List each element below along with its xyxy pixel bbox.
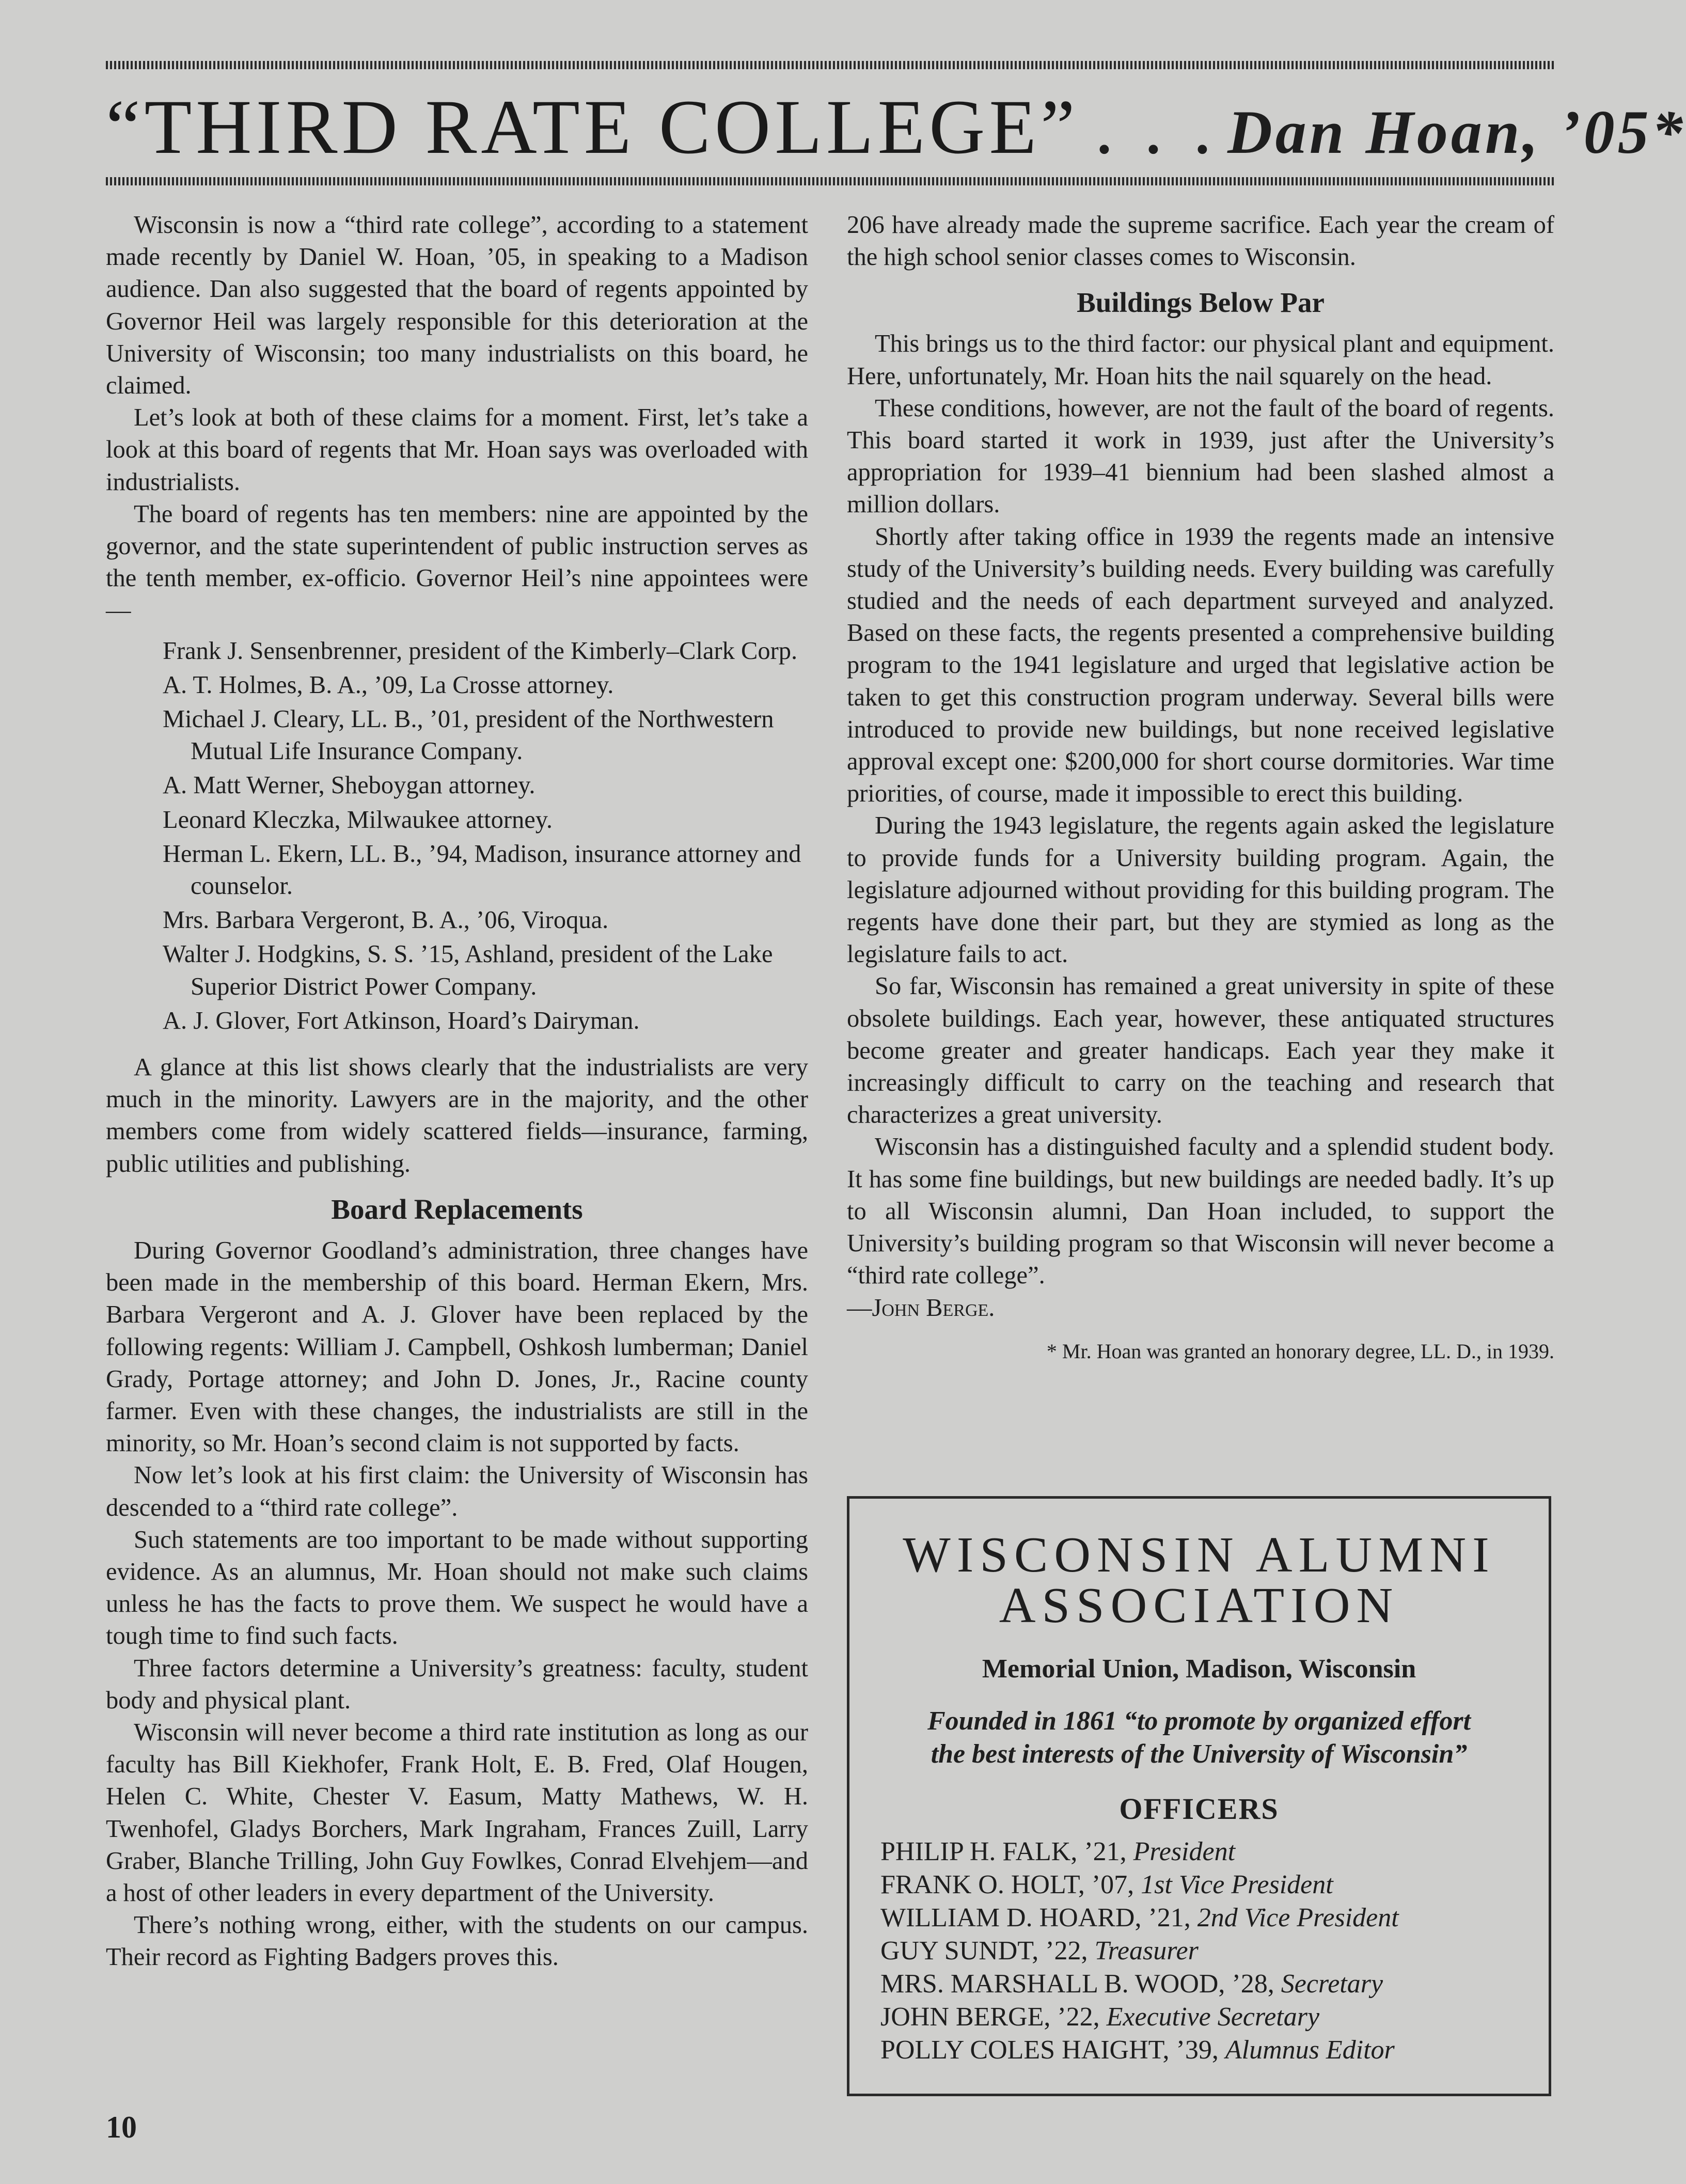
title-main: “THIRD RATE COLLEGE”	[106, 84, 1079, 170]
title-dotted-rule	[106, 177, 1554, 185]
paragraph: There’s nothing wrong, either, with the students on our campus. Their record as Fighting Badgers proves this.	[106, 1911, 808, 1971]
paragraph: Let’s look at both of these claims for a moment. First, let’s take a look at this board of regents that Mr. Hoan says was overloaded with industrialists.	[106, 404, 808, 496]
officer-row	[880, 2001, 1549, 2034]
right-column	[847, 209, 1554, 1368]
officer-row	[880, 1968, 1549, 2001]
section-heading: Buildings Below Par	[1077, 287, 1325, 319]
regents-list	[106, 635, 808, 1037]
page-title	[106, 83, 1686, 186]
officers-list	[880, 1835, 1549, 2067]
officer-name: PHILIP H. FALK, ’21,	[880, 1837, 1127, 1866]
author-signature: —John Berge.	[847, 1294, 995, 1322]
list-item: A. T. Holmes, B. A., ’09, La Crosse attorney.	[163, 671, 614, 699]
officer-title: Treasurer	[1094, 1936, 1199, 1966]
officer-title: President	[1133, 1837, 1236, 1866]
list-item: Michael J. Cleary, LL. B., ’01, president of the Northwestern Mutual Life Insurance Company.	[163, 705, 774, 765]
paragraph: During Governor Goodland’s administration, three changes have been made in the membership of this board. Herman Ekern, Mrs. Barbara Vergeront and A. J. Glover have been replaced by the following regents: William J. Campbell, Oshkosh lumberman; Daniel Grady, Portage attorney; and John D. Jones, Jr., Racine county farmer. Even with these changes, the industrialists are still in the minority, so Mr. Hoan’s second claim is not supported by facts.	[106, 1236, 808, 1457]
list-item: A. J. Glover, Fort Atkinson, Hoard’s Dairyman.	[163, 1007, 640, 1034]
officer-name: MRS. MARSHALL B. WOOD, ’28,	[880, 1969, 1274, 1999]
officer-row	[880, 1902, 1549, 1935]
left-column	[106, 209, 808, 1974]
officer-name: WILLIAM D. HOARD, ’21,	[880, 1903, 1191, 1932]
title-ellipsis: . . .	[1094, 84, 1218, 170]
officers-heading: OFFICERS	[1119, 1792, 1279, 1826]
motto-line1: Founded in 1861 “to promote by organized effort	[927, 1706, 1471, 1736]
footnote: * Mr. Hoan was granted an honorary degree, LL. D., in 1939.	[1046, 1339, 1554, 1363]
officer-title: Executive Secretary	[1106, 2002, 1320, 2032]
list-item: A. Matt Werner, Sheboygan attorney.	[163, 772, 535, 799]
paragraph: 206 have already made the supreme sacrifice. Each year the cream of the high school senior classes comes to Wisconsin.	[847, 211, 1554, 271]
officer-title: 2nd Vice President	[1197, 1903, 1399, 1932]
officer-row	[880, 1868, 1549, 1902]
list-item: Herman L. Ekern, LL. B., ’94, Madison, insurance attorney and counselor.	[163, 840, 801, 900]
paragraph: A glance at this list shows clearly that the industrialists are very much in the minority. Lawyers are in the majority, and the other members come from widely scattered fields—insurance, farming, public utilities and publishing.	[106, 1054, 808, 1177]
association-name-line1: WISCONSIN ALUMNI	[903, 1527, 1495, 1583]
association-motto	[870, 1705, 1528, 1771]
paragraph: Now let’s look at his first claim: the University of Wisconsin has descended to a “third rate college”.	[106, 1462, 808, 1521]
officer-name: GUY SUNDT, ’22,	[880, 1936, 1088, 1966]
alumni-association-box	[847, 1496, 1551, 2096]
list-item: Leonard Kleczka, Milwaukee attorney.	[163, 806, 553, 834]
officer-title: Secretary	[1281, 1969, 1383, 1999]
paragraph: Shortly after taking office in 1939 the regents made an intensive study of the University’s building needs. Every building was carefully studied and the needs of each department surveyed and analyzed. Based on these facts, the regents presented a comprehensive building program to the 1941 legislature and urged that legislative action be taken to get this construction program underway. Several bills were introduced to provide new buildings, but none received legislative approval except one: $200,000 for short course dormitories. War time priorities, of course, made it impossible to erect this building.	[847, 523, 1554, 808]
association-name-line2: ASSOCIATION	[999, 1578, 1399, 1633]
section-heading: Board Replacements	[331, 1193, 583, 1225]
top-dotted-rule	[106, 61, 1554, 69]
paragraph: Wisconsin is now a “third rate college”, according to a statement made recently by Daniel W. Hoan, ’05, in speaking to a Madison audience. Dan also suggested that the board of regents appointed by Governor Heil was largely responsible for this deterioration at the University of Wisconsin; too many industrialists on this board, he claimed.	[106, 211, 808, 400]
officer-name: FRANK O. HOLT, ’07,	[880, 1870, 1134, 1899]
officer-name: POLLY COLES HAIGHT, ’39,	[880, 2035, 1219, 2065]
paragraph: These conditions, however, are not the fault of the board of regents. This board started it work in 1939, just after the University’s appropriation for 1939–41 biennium had been slashed almost a million dollars.	[847, 394, 1554, 518]
list-item: Frank J. Sensenbrenner, president of the Kimberly–Clark Corp.	[163, 637, 798, 665]
association-address: Memorial Union, Madison, Wisconsin	[982, 1654, 1416, 1684]
list-item: Mrs. Barbara Vergeront, B. A., ’06, Viroqua.	[163, 906, 609, 934]
officer-row	[880, 1935, 1549, 1968]
page-number: 10	[106, 2110, 137, 2144]
paragraph: Three factors determine a University’s greatness: faculty, student body and physical plant.	[106, 1654, 808, 1714]
title-author: Dan Hoan, ’05*	[1227, 98, 1686, 166]
paragraph: Such statements are too important to be made without supporting evidence. As an alumnus, Mr. Hoan should not make such claims unless he has the facts to prove them. We suspect he would have a tough time to find such facts.	[106, 1526, 808, 1650]
paragraph: This brings us to the third factor: our physical plant and equipment. Here, unfortunately, Mr. Hoan hits the nail squarely on the head.	[847, 330, 1554, 390]
paragraph: Wisconsin has a distinguished faculty and a splendid student body. It has some fine buildings, but new buildings are needed badly. It’s up to all Wisconsin alumni, Dan Hoan included, to support the University’s building program so that Wisconsin will never become a “third rate college”.	[847, 1133, 1554, 1290]
officer-row	[880, 2034, 1549, 2067]
paragraph: So far, Wisconsin has remained a great university in spite of these obsolete buildings. Each year, however, these antiquated structures become greater and greater handicaps. Each year they make it increasingly difficult to carry on the teaching and research that characterizes a great university.	[847, 972, 1554, 1129]
association-name	[849, 1527, 1549, 1633]
officer-title: 1st Vice President	[1141, 1870, 1333, 1899]
paragraph: The board of regents has ten members: nine are appointed by the governor, and the state superintendent of public instruction serves as the tenth member, ex-officio. Governor Heil’s nine appointees were—	[106, 500, 808, 624]
officer-title: Alumnus Editor	[1225, 2035, 1395, 2065]
motto-line2: the best interests of the University of Wisconsin”	[931, 1739, 1468, 1769]
paragraph: During the 1943 legislature, the regents again asked the legislature to provide funds for a University building program. Again, the legislature adjourned without providing for this building program. The regents have done their part, but they are stymied as long as the legislature fails to act.	[847, 812, 1554, 968]
officer-row	[880, 1835, 1549, 1868]
officer-name: JOHN BERGE, ’22,	[880, 2002, 1100, 2032]
paragraph: Wisconsin will never become a third rate institution as long as our faculty has Bill Kiekhofer, Frank Holt, E. B. Fred, Olaf Hougen, Helen C. White, Chester V. Easum, Matty Mathews, W. H. Twenhofel, Gladys Borchers, Mark Ingraham, Frances Zuill, Larry Graber, Blanche Trilling, John Guy Fowlkes, Conrad Elvehjem—and a host of other leaders in every department of the University.	[106, 1718, 808, 1907]
list-item: Walter J. Hodgkins, S. S. ’15, Ashland, president of the Lake Superior District Power Company.	[163, 940, 773, 1000]
